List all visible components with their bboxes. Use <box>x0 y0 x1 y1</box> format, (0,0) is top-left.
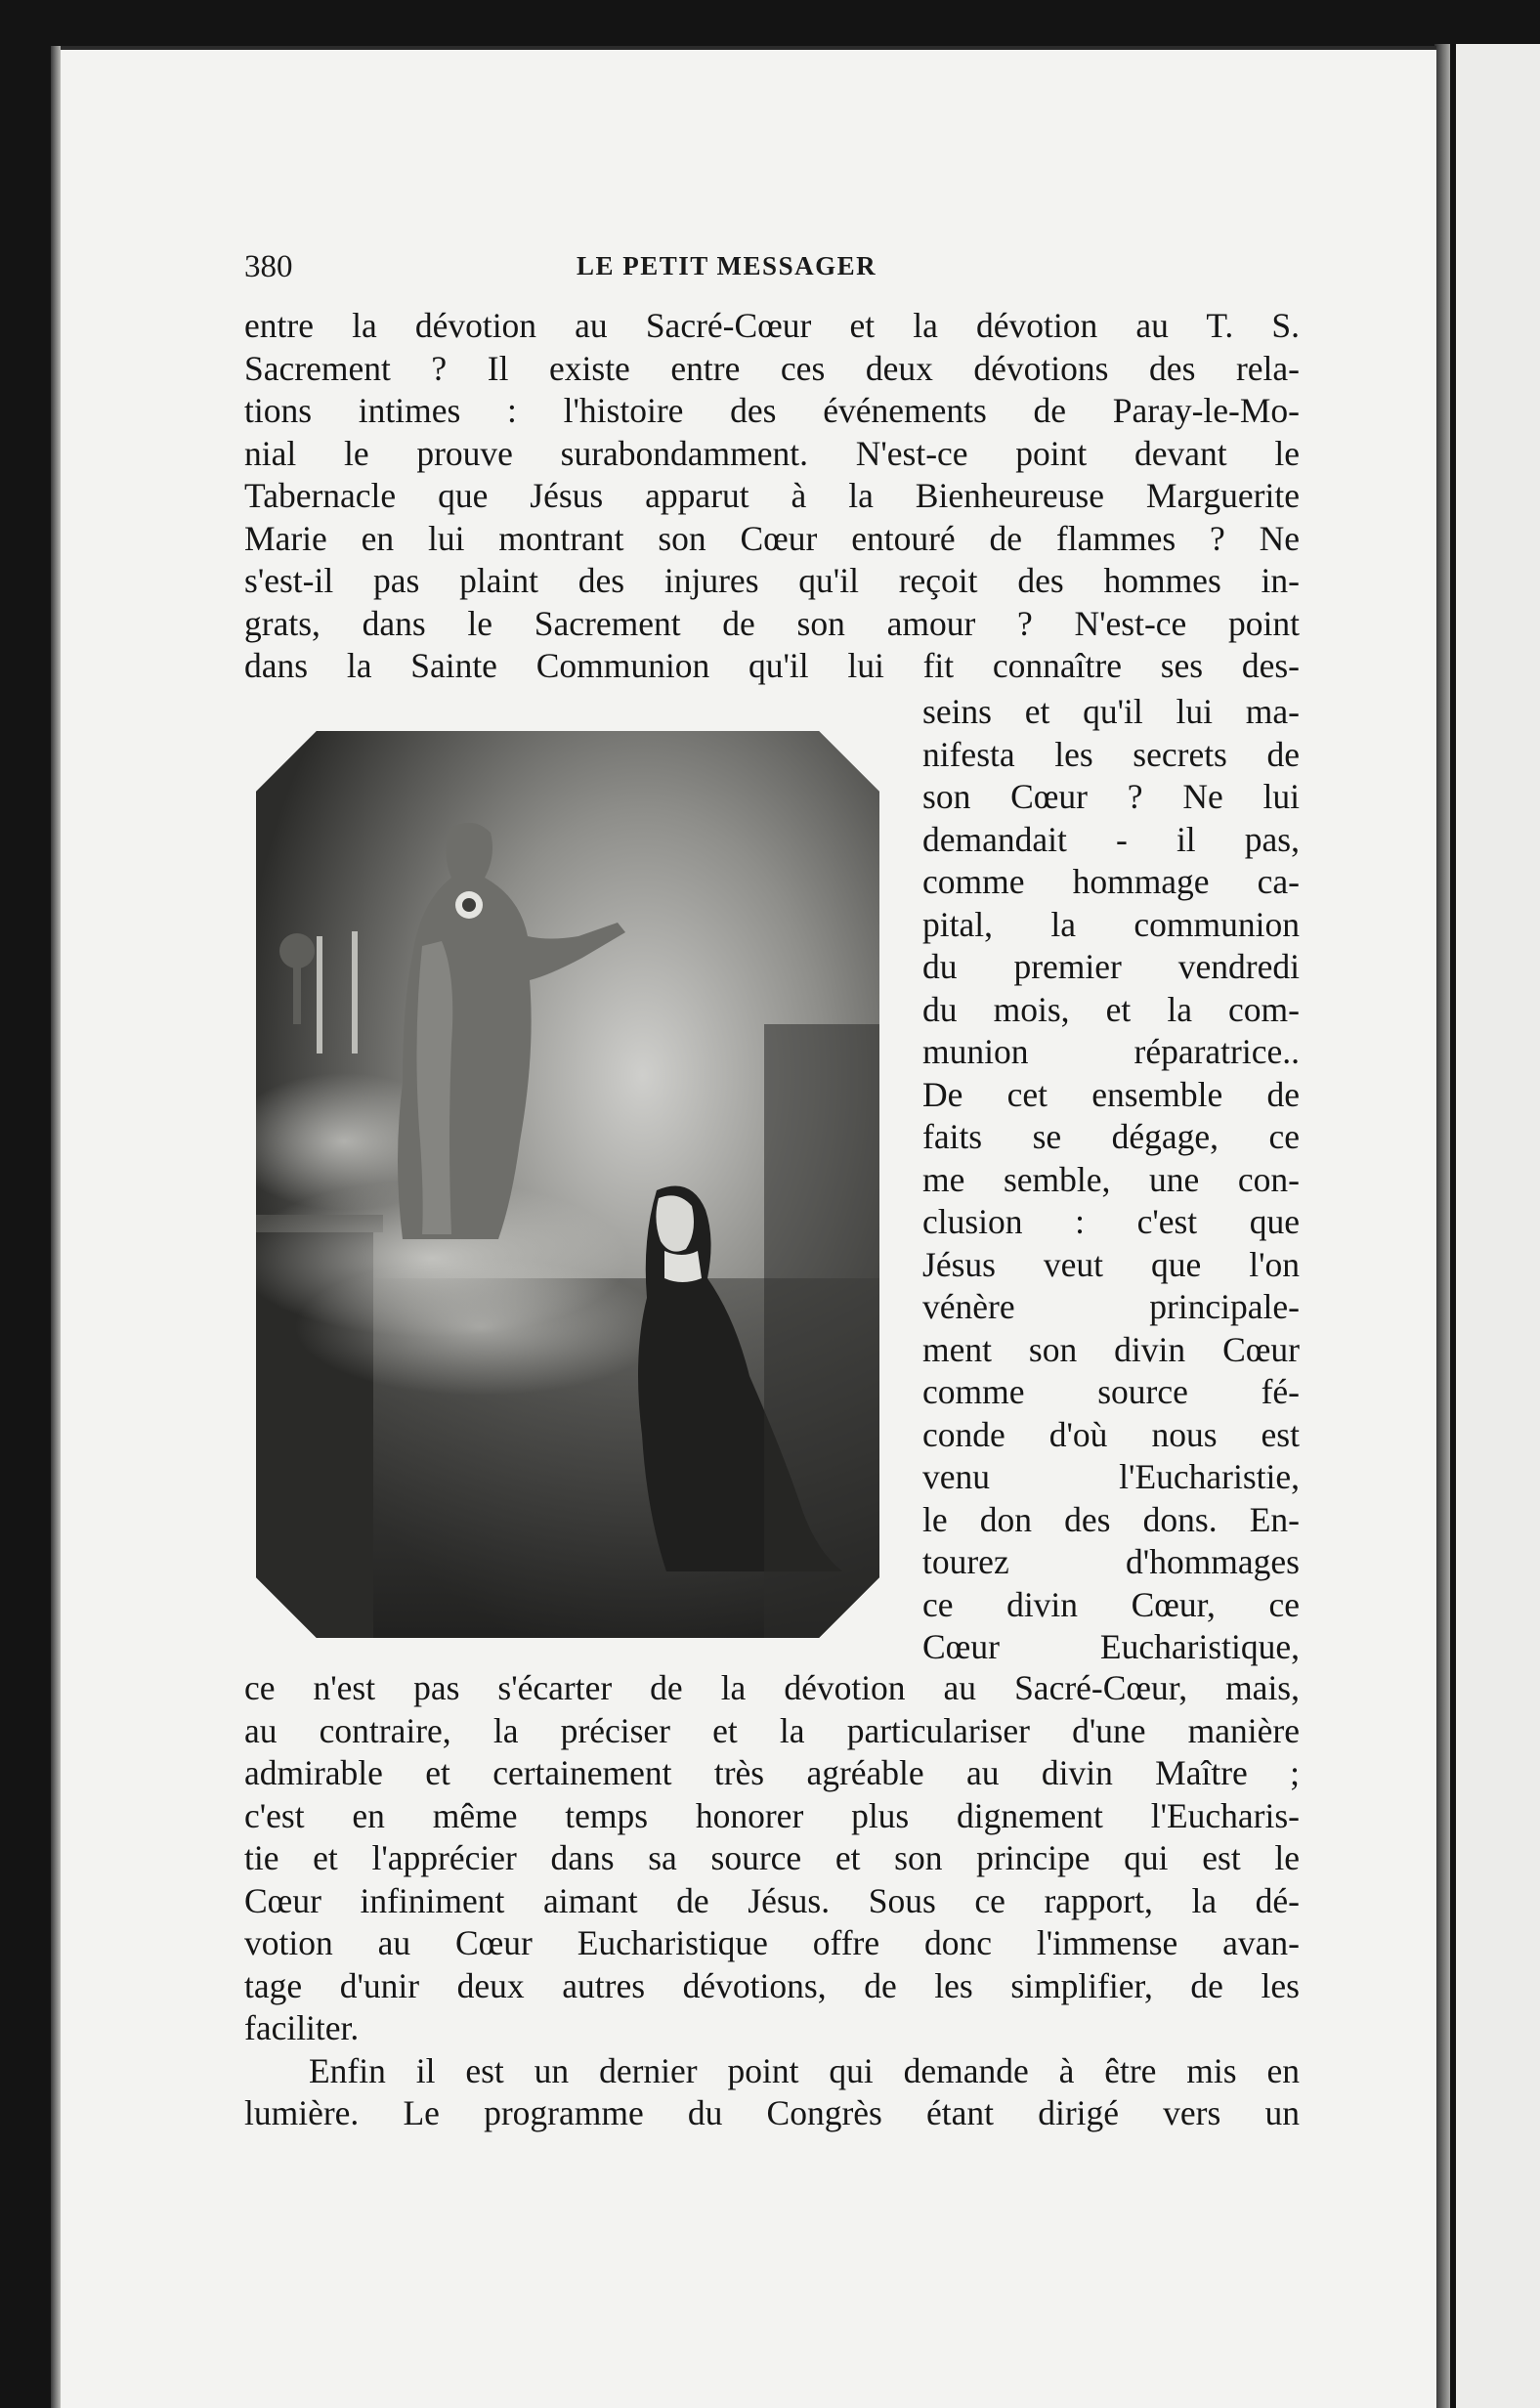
paragraph-side-column <box>922 691 1300 1669</box>
facing-page-edge <box>1444 44 1540 2408</box>
text-line: tage d'unir deux autres dévotions, de les simplifier, de les <box>244 1965 1300 2005</box>
page-number: 380 <box>244 249 293 284</box>
text-line: au contraire, la préciser et la particulariser d'une manière <box>244 1710 1300 1750</box>
text-line: Cœur Eucharistique, <box>922 1627 1300 1666</box>
text-line: clusion : c'est que <box>922 1202 1300 1241</box>
text-line: Sacrement ? Il existe entre ces deux dévotions des rela- <box>244 348 1300 388</box>
text-line: lumière. Le programme du Congrès étant dirigé vers un <box>244 2093 1300 2132</box>
text-line: Cœur infiniment aimant de Jésus. Sous ce rapport, la dé- <box>244 1880 1300 1920</box>
text-line: tourez d'hommages <box>922 1542 1300 1581</box>
text-line: admirable et certainement très agréable au divin Maître ; <box>244 1753 1300 1792</box>
running-head <box>244 249 1300 288</box>
spine-edge <box>1450 44 1456 2408</box>
text-line: Enfin il est un dernier point qui demande à être mis en <box>309 2050 1300 2090</box>
text-line: comme hommage ca- <box>922 862 1300 901</box>
page-left-edge <box>51 46 61 2408</box>
text-line: munion réparatrice.. <box>922 1032 1300 1071</box>
text-line: tions intimes : l'histoire des événements de Paray-le-Mo- <box>244 391 1300 430</box>
text-line: Tabernacle que Jésus apparut à la Bienheureuse Marguerite <box>244 476 1300 515</box>
text-line: ce n'est pas s'écarter de la dévotion au Sacré-Cœur, mais, <box>244 1668 1300 1707</box>
text-line: Jésus veut que l'on <box>922 1244 1300 1284</box>
text-line: comme source fé- <box>922 1372 1300 1411</box>
text-line: nial le prouve surabondamment. N'est-ce point devant le <box>244 433 1300 473</box>
text-line: tie et l'apprécier dans sa source et son principe qui est le <box>244 1838 1300 1877</box>
text-line: grats, dans le Sacrement de son amour ? N'est-ce point <box>244 603 1300 643</box>
text-line: faciliter. <box>244 2008 360 2047</box>
text-line: conde d'où nous est <box>922 1414 1300 1454</box>
text-line: nifesta les secrets de <box>922 734 1300 774</box>
text-line: ce divin Cœur, ce <box>922 1584 1300 1624</box>
paragraph-top <box>244 305 1300 688</box>
text-line: me semble, une con- <box>922 1159 1300 1199</box>
text-line: De cet ensemble de <box>922 1074 1300 1114</box>
text-line: c'est en même temps honorer plus dignement l'Eucharis- <box>244 1795 1300 1835</box>
text-line: le don des dons. En- <box>922 1499 1300 1539</box>
text-line: ment son divin Cœur <box>922 1329 1300 1369</box>
illustration-artwork <box>256 731 879 1638</box>
text-line: du premier vendredi <box>922 947 1300 986</box>
text-line: votion au Cœur Eucharistique offre donc l'immense avan- <box>244 1923 1300 1962</box>
text-line: seins et qu'il lui ma- <box>922 692 1300 731</box>
text-line: faits se dégage, ce <box>922 1117 1300 1156</box>
running-title: LE PETIT MESSAGER <box>577 251 877 280</box>
text-line: entre la dévotion au Sacré-Cœur et la dévotion au T. S. <box>244 306 1300 345</box>
text-line: vénère principale- <box>922 1287 1300 1326</box>
text-line: Marie en lui montrant son Cœur entouré de flammes ? Ne <box>244 518 1300 558</box>
paragraph-bottom <box>244 1667 1300 2135</box>
text-line: demandait - il pas, <box>922 819 1300 859</box>
text-line: venu l'Eucharistie, <box>922 1457 1300 1496</box>
text-line: son Cœur ? Ne lui <box>922 777 1300 816</box>
text-line: s'est-il pas plaint des injures qu'il reçoit des hommes in- <box>244 561 1300 600</box>
illustration-sacred-heart-apparition <box>256 731 879 1638</box>
text-line: dans la Sainte Communion qu'il lui fit connaître ses des- <box>244 646 1300 685</box>
text-line: du mois, et la com- <box>922 989 1300 1029</box>
text-line: pital, la communion <box>922 904 1300 944</box>
